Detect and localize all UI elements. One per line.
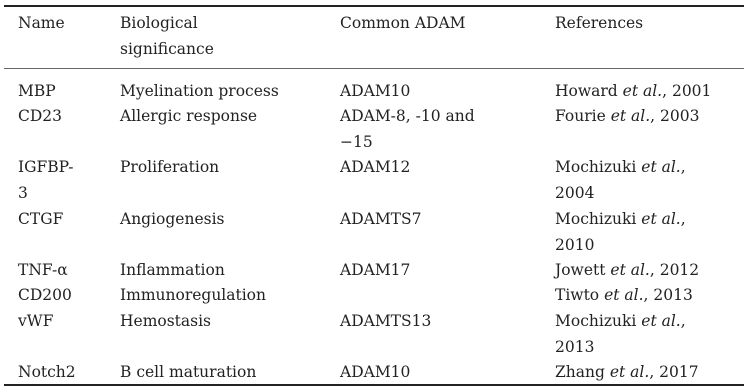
header-common-adam: Common ADAM [340,14,466,32]
ref-etal: et al. [641,210,681,228]
ref-year: , 2004 [555,158,686,202]
header-name: Name [18,14,65,32]
row-reference [555,359,747,385]
header-biological-significance: Biological significance [120,14,214,58]
row-adam: ADAM12 [340,158,411,176]
ref-year: , 2003 [650,107,700,125]
row-name: MBP [18,82,56,100]
row-significance: Allergic response [120,107,258,125]
ref-author: Fourie [555,107,606,125]
ref-author: Mochizuki [555,210,637,228]
row-significance: Hemostasis [120,312,212,330]
ref-etal: et al. [641,312,681,330]
row-adam: ADAM17 [340,261,411,279]
row-name: Notch2 [18,363,76,381]
row-adam: ADAM10 [340,363,411,381]
row-significance: B cell maturation [120,363,257,381]
ref-author: Zhang [555,363,605,381]
ref-etal: et al. [610,261,650,279]
row-name: TNF-α [18,261,68,279]
ref-year: , 2010 [555,210,686,254]
ref-year: , 2013 [555,312,686,356]
ref-author: Jowett [555,261,606,279]
top-rule [4,5,744,7]
ref-author: Mochizuki [555,158,637,176]
ref-author: Howard [555,82,618,100]
row-adam: ADAM-8, -10 and −15 [340,107,475,151]
row-adam: ADAMTS7 [340,210,422,228]
row-reference [555,154,705,206]
ref-etal: et al. [609,363,650,381]
row-reference [555,282,747,308]
row-reference [555,103,747,129]
row-reference [555,257,747,283]
row-adam: ADAMTS13 [340,312,432,330]
ref-etal: et al. [641,158,681,176]
ref-year: , 2013 [643,286,693,304]
row-name: CD23 [18,107,63,125]
row-significance: Angiogenesis [120,210,225,228]
header-references: References [555,14,644,32]
bottom-rule [4,384,744,386]
row-significance: Proliferation [120,158,220,176]
ref-etal: et al. [610,107,651,125]
header-rule [4,68,744,69]
ref-author: Mochizuki [555,312,637,330]
ref-etal: et al. [622,82,663,100]
row-adam: ADAM10 [340,82,411,100]
row-name: vWF [18,312,54,330]
row-reference [555,308,705,360]
row-reference [555,206,705,258]
ref-year: , 2001 [662,82,712,100]
row-significance: Myelination process [120,82,279,100]
row-name: IGFBP-3 [18,158,74,202]
row-name: CTGF [18,210,64,228]
ref-year: , 2012 [649,261,700,279]
ref-author: Tiwto [555,286,600,304]
ref-year: , 2017 [649,363,699,381]
row-name: CD200 [18,286,72,304]
row-significance: Inflammation [120,261,225,279]
row-significance: Immunoregulation [120,286,267,304]
row-reference [555,78,747,104]
ref-etal: et al. [604,286,644,304]
